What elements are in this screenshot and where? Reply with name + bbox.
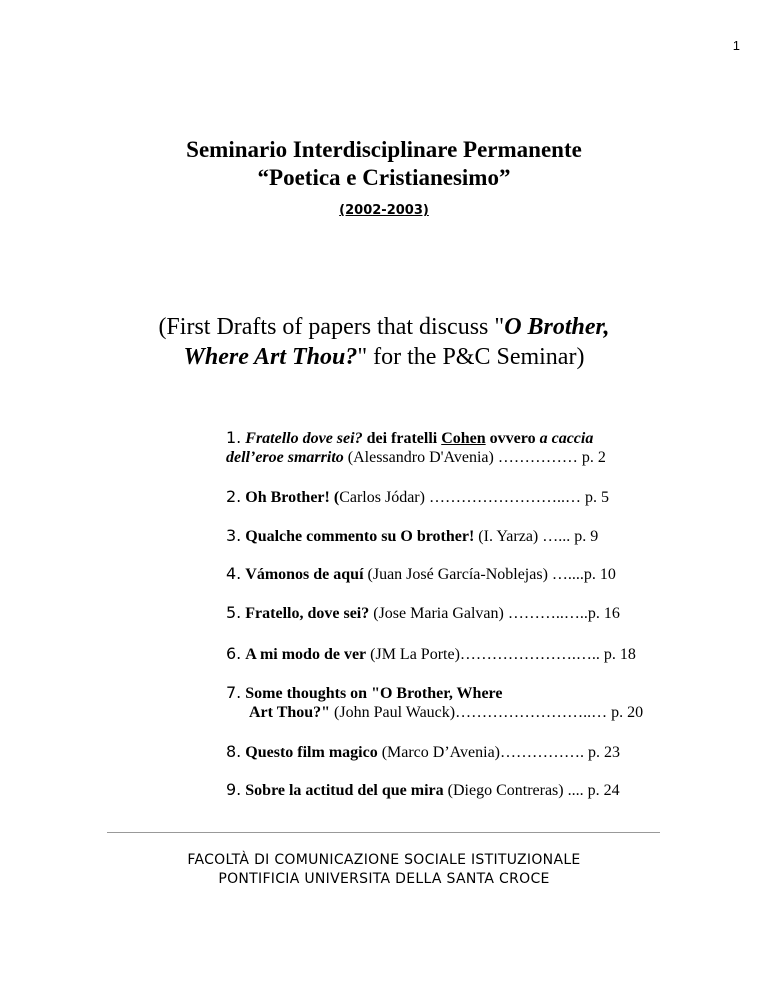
toc-page: ………..…..p. 16 bbox=[503, 605, 620, 622]
subtitle-part-1: (First Drafts of papers that discuss " bbox=[158, 314, 505, 340]
toc-title: Cohen bbox=[441, 430, 486, 447]
toc-title: a caccia bbox=[539, 430, 594, 447]
toc-entry-1-cont bbox=[226, 449, 606, 467]
toc-title: Some thoughts on "O Brother, Where bbox=[245, 685, 503, 702]
toc-page: .... p. 24 bbox=[563, 782, 620, 799]
page-number: 1 bbox=[732, 38, 740, 53]
toc-title: dei fratelli bbox=[362, 430, 442, 447]
toc-entry-2 bbox=[226, 487, 609, 507]
toc-page: …………… p. 2 bbox=[493, 449, 606, 466]
toc-author: (I. Yarza) bbox=[474, 528, 539, 545]
toc-number: 9. bbox=[226, 780, 242, 799]
subtitle bbox=[0, 312, 768, 372]
toc-title: A mi modo de ver bbox=[245, 646, 367, 663]
toc-author: (Jose Maria Galvan) bbox=[369, 605, 504, 622]
toc-entry-9 bbox=[226, 780, 620, 800]
subtitle-film-title-2: Where Art Thou? bbox=[183, 344, 358, 370]
toc-title: Fratello, dove sei? bbox=[245, 605, 370, 622]
toc-title: Sobre la actitud del que mira bbox=[245, 782, 444, 799]
toc-page: ……………………..… p. 20 bbox=[455, 704, 644, 721]
toc-author: Carlos Jódar) bbox=[339, 489, 425, 506]
footer-faculty: FACOLTÀ DI COMUNICAZIONE SOCIALE ISTITUZIONALE bbox=[187, 852, 581, 868]
toc-title: Qualche commento su O brother! bbox=[245, 528, 475, 545]
toc-page: ……………. p. 23 bbox=[500, 744, 620, 761]
toc-title: Questo film magico bbox=[245, 744, 378, 761]
toc-entry-3 bbox=[226, 526, 598, 546]
toc-entry-5 bbox=[226, 603, 620, 623]
toc-title: dell’eroe smarrito bbox=[226, 449, 344, 466]
toc-number: 5. bbox=[226, 603, 242, 622]
toc-number: 3. bbox=[226, 526, 242, 545]
toc-entry-1 bbox=[226, 428, 593, 448]
toc-page: ………………….….. p. 18 bbox=[459, 646, 636, 663]
toc-author: (Diego Contreras) bbox=[443, 782, 564, 799]
toc-author: (Alessandro D'Avenia) bbox=[343, 449, 494, 466]
title-line-1: Seminario Interdisciplinare Permanente bbox=[186, 137, 582, 162]
title-line-2: “Poetica e Cristianesimo” bbox=[257, 165, 511, 190]
toc-page: …....p. 10 bbox=[547, 566, 616, 583]
toc-author: (John Paul Wauck) bbox=[330, 704, 456, 721]
toc-number: 6. bbox=[226, 644, 242, 663]
footer-divider bbox=[107, 832, 660, 833]
toc-title: Art Thou?" bbox=[249, 704, 331, 721]
toc-entry-7-cont bbox=[249, 704, 643, 722]
toc-number: 7. bbox=[226, 683, 242, 702]
toc-number: 8. bbox=[226, 742, 242, 761]
toc-author: (Marco D’Avenia) bbox=[377, 744, 500, 761]
toc-title: ovvero bbox=[485, 430, 540, 447]
toc-entry-8 bbox=[226, 742, 620, 762]
toc-title: Oh Brother! ( bbox=[245, 489, 340, 506]
toc-number: 4. bbox=[226, 564, 242, 583]
year-range: (2002-2003) bbox=[339, 203, 429, 218]
subtitle-part-2: " for the P&C Seminar) bbox=[357, 344, 585, 370]
toc-entry-7 bbox=[226, 683, 502, 703]
toc-author: (Juan José García-Noblejas) bbox=[363, 566, 548, 583]
footer-university: PONTIFICIA UNIVERSITA DELLA SANTA CROCE bbox=[218, 871, 550, 887]
toc-title: Fratello dove sei? bbox=[245, 430, 363, 447]
toc-title: Vámonos de aquí bbox=[245, 566, 364, 583]
toc-author: (JM La Porte) bbox=[366, 646, 460, 663]
toc-entry-6 bbox=[226, 644, 636, 664]
subtitle-film-title-1: O Brother, bbox=[504, 314, 610, 340]
toc-page: ……………………..… p. 5 bbox=[424, 489, 609, 506]
toc-page: …... p. 9 bbox=[538, 528, 599, 545]
toc-number: 1. bbox=[226, 428, 242, 447]
toc-entry-4 bbox=[226, 564, 616, 584]
toc-number: 2. bbox=[226, 487, 242, 506]
